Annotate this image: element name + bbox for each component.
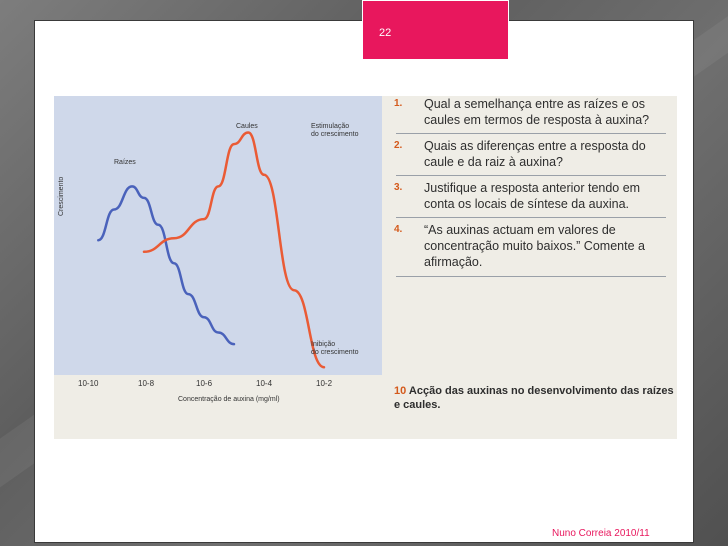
series-line-stems — [144, 133, 324, 368]
divider — [396, 276, 666, 277]
slide-number: 22 — [379, 27, 392, 39]
question-number: 2. — [394, 140, 403, 151]
root-label: Raízes — [114, 159, 136, 166]
caption-text: Acção das auxinas no desenvolvimento das raízes e caules. — [394, 385, 674, 411]
x-tick-label: 10-2 — [316, 379, 333, 388]
question-4 — [396, 222, 672, 270]
question-number: 1. — [394, 98, 403, 109]
x-axis-label: Concentração de auxina (mg/ml) — [178, 396, 280, 403]
footer-credit: Nuno Correia 2010/11 — [552, 528, 650, 539]
y-axis-label: Crescimento — [58, 176, 65, 216]
caption-number: 10 — [394, 385, 407, 397]
slide-number-badge — [362, 0, 509, 60]
inhibition-label-2: do crescimento — [311, 349, 359, 356]
x-tick-label: 10-6 — [196, 379, 213, 388]
question-number: 4. — [394, 224, 403, 235]
inhibition-label-1: Inibição — [311, 341, 336, 348]
question-1 — [396, 96, 672, 128]
series-line-roots — [98, 186, 234, 344]
chart-panel — [54, 96, 382, 375]
question-3 — [396, 180, 672, 212]
x-tick-label: 10-10 — [78, 379, 99, 388]
divider — [396, 175, 666, 176]
question-text: Justifique a resposta anterior tendo em conta os locais de síntese da auxina. — [424, 181, 641, 211]
textbook-scan — [54, 96, 677, 439]
x-tick-label: 10-4 — [256, 379, 273, 388]
stimulation-label-2: do crescimento — [311, 131, 359, 138]
question-number: 3. — [394, 182, 403, 193]
x-tick-label: 10-8 — [138, 379, 155, 388]
question-text: Qual a semelhança entre as raízes e os caules em termos de resposta à auxina? — [424, 97, 650, 127]
question-text: “As auxinas actuam em valores de concentração muito baixos.” Comente a afirmação. — [424, 223, 645, 269]
stem-label: Caules — [236, 123, 258, 130]
divider — [396, 133, 666, 134]
question-2 — [396, 138, 672, 170]
figure-caption — [394, 384, 674, 412]
divider — [396, 217, 666, 218]
question-text: Quais as diferenças entre a resposta do caule e da raiz à auxina? — [424, 139, 646, 169]
stimulation-label-1: Estimulação — [311, 123, 350, 130]
